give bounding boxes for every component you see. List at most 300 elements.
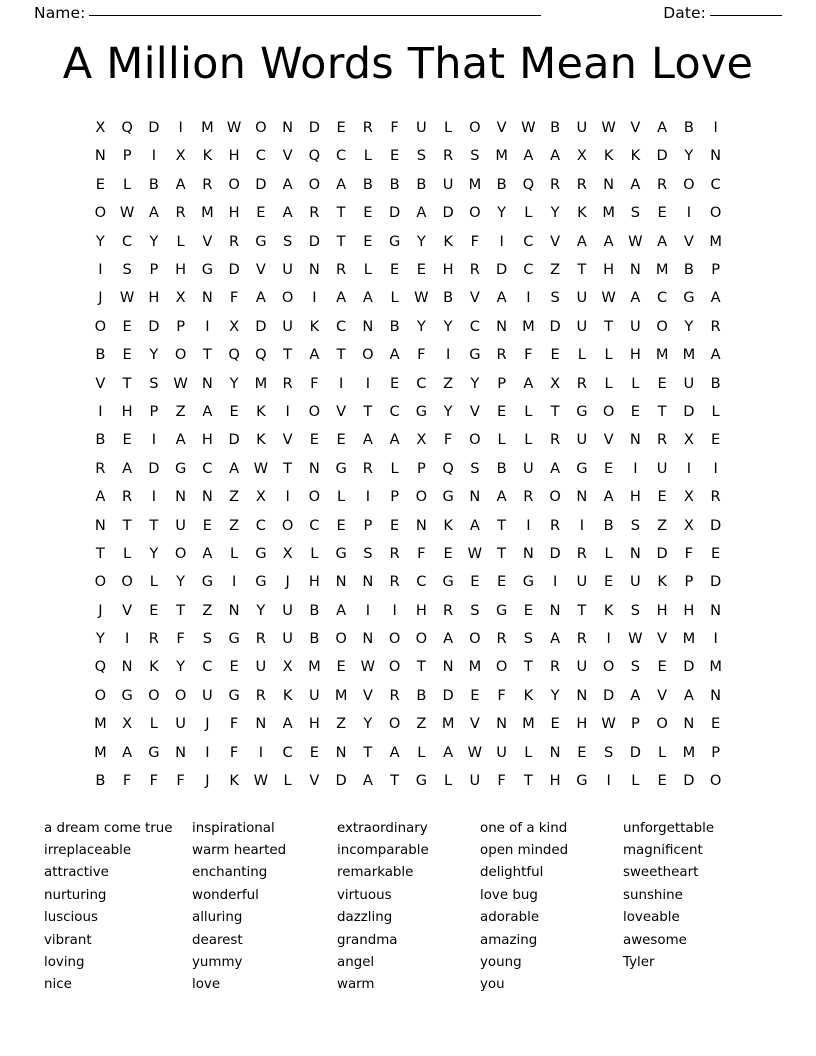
grid-cell[interactable]: P	[363, 516, 373, 534]
grid-cell[interactable]: I	[526, 516, 531, 534]
grid-cell[interactable]: F	[684, 544, 694, 562]
grid-cell[interactable]: D	[549, 544, 561, 562]
grid-cell[interactable]: R	[496, 630, 507, 648]
grid-cell[interactable]: S	[630, 658, 640, 676]
grid-cell[interactable]: T	[497, 516, 507, 534]
grid-cell[interactable]: F	[524, 346, 533, 364]
word-list-item[interactable]: luscious	[44, 910, 98, 926]
grid-cell[interactable]: B	[148, 175, 159, 193]
grid-cell[interactable]: H	[442, 261, 454, 278]
grid-cell[interactable]: E	[470, 686, 480, 704]
grid-cell[interactable]: N	[94, 516, 106, 534]
grid-cell[interactable]: A	[282, 175, 293, 193]
grid-cell[interactable]: Y	[149, 232, 159, 250]
grid-cell[interactable]: R	[576, 630, 587, 648]
grid-cell[interactable]: Z	[416, 715, 427, 733]
grid-cell[interactable]: C	[469, 317, 480, 335]
grid-cell[interactable]: N	[362, 630, 374, 648]
grid-cell[interactable]: X	[229, 317, 240, 335]
grid-cell[interactable]: E	[497, 573, 507, 591]
word-list-item[interactable]: love bug	[480, 887, 538, 903]
grid-cell[interactable]: M	[94, 715, 107, 733]
grid-cell[interactable]: V	[630, 119, 641, 137]
grid-cell[interactable]: T	[523, 658, 533, 676]
grid-cell[interactable]: L	[631, 772, 640, 790]
grid-cell[interactable]: R	[389, 686, 400, 704]
grid-cell[interactable]: S	[630, 601, 640, 619]
grid-cell[interactable]: L	[631, 374, 640, 392]
grid-cell[interactable]: F	[443, 431, 453, 449]
grid-cell[interactable]: A	[710, 289, 721, 307]
grid-cell[interactable]: A	[336, 175, 347, 193]
word-list-item[interactable]: loveable	[623, 910, 680, 926]
grid-cell[interactable]: C	[416, 374, 427, 392]
word-list-item[interactable]: wonderful	[192, 887, 259, 903]
grid-cell[interactable]: T	[363, 743, 373, 761]
grid-cell[interactable]: S	[470, 147, 480, 165]
grid-cell[interactable]: M	[522, 317, 535, 335]
grid-cell[interactable]: A	[175, 431, 186, 449]
grid-cell[interactable]: R	[443, 601, 454, 619]
grid-cell[interactable]: I	[312, 289, 317, 307]
grid-cell[interactable]: O	[174, 544, 187, 562]
grid-cell[interactable]: R	[255, 686, 266, 704]
grid-cell[interactable]: A	[202, 402, 213, 420]
grid-cell[interactable]: I	[445, 346, 451, 364]
grid-cell[interactable]: X	[175, 289, 186, 307]
grid-cell[interactable]: H	[629, 346, 641, 364]
grid-cell[interactable]: O	[415, 488, 428, 506]
grid-cell[interactable]: K	[603, 147, 614, 165]
grid-cell[interactable]: W	[360, 658, 376, 676]
grid-cell[interactable]: I	[205, 743, 210, 761]
grid-cell[interactable]: E	[416, 261, 426, 278]
grid-cell[interactable]: G	[388, 232, 401, 250]
grid-cell[interactable]: O	[281, 289, 294, 307]
grid-cell[interactable]: U	[416, 119, 427, 137]
grid-cell[interactable]: E	[604, 459, 614, 477]
grid-cell[interactable]: E	[497, 402, 507, 420]
grid-cell[interactable]: D	[335, 772, 347, 790]
grid-cell[interactable]: K	[443, 232, 453, 250]
grid-cell[interactable]: I	[151, 488, 157, 506]
grid-cell[interactable]: N	[415, 516, 427, 534]
grid-cell[interactable]: E	[122, 317, 132, 335]
grid-cell[interactable]: L	[363, 261, 372, 278]
grid-cell[interactable]: N	[362, 573, 374, 591]
grid-cell[interactable]: B	[95, 431, 106, 449]
grid-cell[interactable]: A	[523, 147, 534, 165]
grid-cell[interactable]: Z	[657, 516, 668, 534]
word-list-item[interactable]: incomparable	[337, 842, 429, 858]
grid-cell[interactable]: L	[658, 743, 667, 761]
grid-cell[interactable]: J	[98, 601, 103, 619]
grid-cell[interactable]: G	[228, 630, 240, 648]
grid-cell[interactable]: R	[576, 374, 587, 392]
grid-cell[interactable]: X	[576, 147, 587, 165]
grid-cell[interactable]: G	[121, 686, 133, 704]
grid-cell[interactable]: U	[282, 601, 293, 619]
grid-cell[interactable]: P	[149, 402, 159, 420]
grid-cell[interactable]: W	[226, 119, 242, 137]
grid-cell[interactable]: R	[148, 630, 159, 648]
grid-cell[interactable]: C	[255, 516, 266, 534]
grid-cell[interactable]: G	[228, 686, 240, 704]
grid-cell[interactable]: V	[282, 147, 293, 165]
grid-cell[interactable]: W	[521, 119, 536, 137]
grid-cell[interactable]: A	[630, 686, 641, 704]
grid-cell[interactable]: E	[256, 204, 266, 222]
grid-cell[interactable]: B	[309, 630, 320, 648]
grid-cell[interactable]: E	[149, 601, 159, 619]
grid-cell[interactable]: C	[282, 743, 293, 761]
grid-cell[interactable]: G	[576, 772, 588, 790]
grid-cell[interactable]: P	[630, 715, 640, 733]
grid-cell[interactable]: E	[390, 147, 400, 165]
grid-cell[interactable]: B	[95, 346, 106, 364]
grid-cell[interactable]: A	[657, 119, 668, 137]
grid-cell[interactable]: P	[176, 317, 186, 335]
grid-cell[interactable]: L	[123, 544, 132, 562]
grid-cell[interactable]: D	[442, 204, 454, 222]
word-list-item[interactable]: nice	[44, 977, 72, 993]
grid-cell[interactable]: A	[603, 488, 614, 506]
word-list-item[interactable]: vibrant	[44, 932, 92, 948]
grid-cell[interactable]: X	[683, 488, 694, 506]
grid-cell[interactable]: U	[175, 516, 186, 534]
grid-cell[interactable]: N	[629, 544, 641, 562]
grid-cell[interactable]: H	[201, 431, 213, 449]
grid-cell[interactable]: C	[416, 573, 427, 591]
grid-cell[interactable]: Z	[336, 715, 347, 733]
grid-cell[interactable]: I	[713, 119, 718, 137]
grid-cell[interactable]: M	[308, 658, 321, 676]
grid-cell[interactable]: A	[603, 232, 614, 250]
grid-cell[interactable]: K	[309, 317, 320, 335]
grid-cell[interactable]: E	[336, 658, 346, 676]
grid-cell[interactable]: R	[175, 204, 186, 222]
grid-cell[interactable]: L	[604, 374, 613, 392]
grid-cell[interactable]: E	[604, 573, 614, 591]
grid-cell[interactable]: E	[229, 402, 239, 420]
grid-cell[interactable]: I	[365, 601, 371, 619]
grid-cell[interactable]: U	[576, 317, 588, 335]
grid-cell[interactable]: P	[711, 743, 721, 761]
grid-cell[interactable]: N	[710, 147, 722, 165]
grid-cell[interactable]: Y	[416, 232, 426, 250]
grid-cell[interactable]: L	[577, 346, 586, 364]
grid-cell[interactable]: L	[149, 715, 158, 733]
grid-cell[interactable]: R	[523, 488, 534, 506]
grid-cell[interactable]: R	[550, 431, 561, 449]
grid-cell[interactable]: K	[282, 686, 293, 704]
grid-cell[interactable]: O	[469, 119, 481, 137]
word-list-item[interactable]: Tyler	[623, 954, 655, 970]
grid-cell[interactable]: A	[443, 630, 454, 648]
grid-cell[interactable]: K	[630, 147, 641, 165]
grid-cell[interactable]: A	[630, 289, 641, 307]
grid-cell[interactable]: T	[390, 772, 400, 790]
grid-cell[interactable]: L	[711, 402, 720, 420]
grid-cell[interactable]: E	[711, 544, 721, 562]
grid-cell[interactable]: C	[336, 147, 347, 165]
grid-cell[interactable]: P	[390, 488, 400, 506]
grid-cell[interactable]: F	[229, 715, 239, 733]
grid-cell[interactable]: A	[282, 204, 293, 222]
word-list-item[interactable]: adorable	[480, 910, 540, 926]
grid-cell[interactable]: B	[550, 119, 561, 137]
grid-cell[interactable]: O	[228, 175, 240, 193]
grid-cell[interactable]: V	[469, 715, 480, 733]
grid-cell[interactable]: O	[683, 175, 695, 193]
grid-cell[interactable]: I	[526, 289, 531, 307]
grid-cell[interactable]: L	[123, 175, 132, 193]
grid-cell[interactable]: W	[119, 204, 135, 222]
grid-cell[interactable]: H	[228, 147, 240, 165]
grid-cell[interactable]: O	[148, 686, 160, 704]
grid-cell[interactable]: E	[336, 516, 346, 534]
grid-cell[interactable]: K	[256, 431, 266, 449]
grid-cell[interactable]: E	[309, 743, 319, 761]
grid-cell[interactable]: P	[497, 374, 507, 392]
grid-cell[interactable]: A	[550, 459, 561, 477]
grid-cell[interactable]: M	[522, 715, 535, 733]
grid-cell[interactable]: W	[414, 289, 429, 307]
grid-cell[interactable]: N	[683, 715, 695, 733]
grid-cell[interactable]: Y	[95, 630, 105, 648]
grid-cell[interactable]: Y	[684, 147, 694, 165]
grid-cell[interactable]: M	[602, 204, 615, 222]
grid-cell[interactable]: C	[710, 175, 721, 193]
grid-cell[interactable]: Z	[229, 488, 240, 506]
grid-cell[interactable]: U	[576, 658, 588, 676]
grid-cell[interactable]: V	[95, 374, 106, 392]
grid-cell[interactable]: I	[231, 573, 237, 591]
grid-cell[interactable]: O	[656, 317, 668, 335]
grid-cell[interactable]: A	[229, 459, 240, 477]
grid-cell[interactable]: E	[550, 715, 560, 733]
grid-cell[interactable]: O	[121, 573, 133, 591]
grid-cell[interactable]: N	[175, 488, 187, 506]
grid-cell[interactable]: K	[256, 402, 266, 420]
grid-cell[interactable]: V	[336, 402, 347, 420]
grid-cell[interactable]: D	[656, 147, 668, 165]
grid-cell[interactable]: I	[285, 402, 290, 420]
grid-cell[interactable]: D	[148, 459, 160, 477]
grid-cell[interactable]: O	[362, 346, 374, 364]
grid-cell[interactable]: V	[202, 232, 213, 250]
grid-cell[interactable]: D	[549, 317, 561, 335]
grid-cell[interactable]: E	[363, 204, 373, 222]
grid-cell[interactable]: O	[388, 630, 401, 648]
grid-cell[interactable]: N	[629, 431, 641, 449]
grid-cell[interactable]: K	[577, 204, 587, 222]
grid-cell[interactable]: F	[176, 772, 185, 790]
grid-cell[interactable]: I	[606, 772, 611, 790]
grid-cell[interactable]: W	[628, 232, 643, 250]
word-list-item[interactable]: irreplaceable	[44, 842, 132, 858]
grid-cell[interactable]: Z	[202, 601, 213, 619]
grid-cell[interactable]: A	[255, 289, 266, 307]
grid-cell[interactable]: I	[606, 630, 611, 648]
grid-cell[interactable]: D	[308, 232, 320, 250]
grid-cell[interactable]: A	[389, 431, 400, 449]
grid-cell[interactable]: L	[604, 346, 613, 364]
grid-cell[interactable]: D	[255, 175, 267, 193]
grid-cell[interactable]: B	[389, 317, 400, 335]
grid-cell[interactable]: T	[122, 374, 132, 392]
grid-cell[interactable]: D	[389, 204, 401, 222]
grid-cell[interactable]: G	[415, 402, 428, 420]
grid-cell[interactable]: A	[309, 346, 320, 364]
grid-cell[interactable]: M	[655, 261, 669, 278]
grid-cell[interactable]: Y	[416, 317, 426, 335]
grid-cell[interactable]: B	[416, 686, 427, 704]
grid-cell[interactable]: U	[523, 459, 534, 477]
grid-cell[interactable]: M	[495, 147, 508, 165]
grid-cell[interactable]: F	[497, 772, 506, 790]
grid-cell[interactable]: A	[630, 175, 641, 193]
grid-cell[interactable]: L	[604, 544, 613, 562]
grid-cell[interactable]: Y	[443, 317, 453, 335]
grid-cell[interactable]: O	[495, 658, 508, 676]
grid-cell[interactable]: M	[201, 119, 214, 137]
grid-cell[interactable]: G	[683, 289, 695, 307]
grid-cell[interactable]: Y	[497, 204, 507, 222]
grid-cell[interactable]: I	[713, 459, 718, 477]
grid-cell[interactable]: A	[175, 175, 186, 193]
grid-cell[interactable]: I	[151, 147, 157, 165]
grid-cell[interactable]: R	[469, 261, 480, 278]
grid-cell[interactable]: T	[604, 317, 614, 335]
grid-cell[interactable]: Y	[95, 232, 105, 250]
grid-cell[interactable]: S	[523, 630, 533, 648]
grid-cell[interactable]: U	[576, 119, 588, 137]
grid-cell[interactable]: G	[201, 573, 214, 591]
name-write-in-line[interactable]	[89, 15, 541, 16]
grid-cell[interactable]: C	[255, 147, 266, 165]
grid-cell[interactable]: F	[229, 289, 239, 307]
grid-cell[interactable]: A	[336, 289, 347, 307]
word-list-item[interactable]: angel	[337, 954, 375, 970]
grid-cell[interactable]: S	[122, 261, 132, 278]
word-list-item[interactable]: grandma	[337, 932, 398, 948]
grid-cell[interactable]: D	[683, 402, 695, 420]
grid-cell[interactable]: P	[122, 147, 132, 165]
grid-cell[interactable]: D	[148, 317, 160, 335]
word-list-item[interactable]: warm hearted	[192, 842, 287, 858]
grid-cell[interactable]: T	[577, 261, 587, 278]
grid-cell[interactable]: D	[683, 658, 695, 676]
grid-cell[interactable]: X	[550, 374, 561, 392]
grid-cell[interactable]: A	[443, 743, 454, 761]
grid-cell[interactable]: U	[202, 686, 213, 704]
grid-cell[interactable]: R	[550, 658, 561, 676]
grid-cell[interactable]: N	[335, 573, 347, 591]
word-list-item[interactable]: alluring	[192, 910, 243, 926]
grid-cell[interactable]: R	[95, 459, 106, 477]
grid-cell[interactable]: U	[576, 289, 588, 307]
grid-cell[interactable]: J	[98, 289, 103, 307]
grid-cell[interactable]: A	[657, 232, 668, 250]
grid-cell[interactable]: M	[468, 658, 482, 676]
grid-cell[interactable]: U	[683, 374, 695, 392]
grid-cell[interactable]: U	[576, 573, 588, 591]
word-search-grid[interactable]	[87, 114, 729, 795]
grid-cell[interactable]: I	[285, 488, 290, 506]
grid-cell[interactable]: N	[175, 743, 187, 761]
grid-cell[interactable]: I	[713, 630, 718, 648]
grid-cell[interactable]: V	[496, 119, 507, 137]
grid-cell[interactable]: N	[576, 686, 588, 704]
grid-cell[interactable]: I	[365, 374, 371, 392]
grid-cell[interactable]: I	[98, 261, 103, 278]
grid-cell[interactable]: G	[576, 459, 588, 477]
grid-cell[interactable]: I	[552, 573, 558, 591]
grid-cell[interactable]: N	[496, 715, 508, 733]
grid-cell[interactable]: C	[309, 516, 320, 534]
grid-cell[interactable]: M	[709, 232, 722, 250]
grid-cell[interactable]: R	[576, 544, 587, 562]
word-list-item[interactable]: loving	[44, 954, 85, 970]
grid-cell[interactable]: E	[443, 544, 453, 562]
grid-cell[interactable]: E	[657, 204, 667, 222]
grid-cell[interactable]: O	[415, 630, 428, 648]
grid-cell[interactable]: R	[389, 544, 400, 562]
grid-cell[interactable]: U	[630, 317, 641, 335]
word-list-item[interactable]: nurturing	[44, 887, 107, 903]
grid-cell[interactable]: G	[255, 232, 267, 250]
grid-cell[interactable]: D	[656, 544, 668, 562]
grid-cell[interactable]: E	[390, 261, 400, 278]
grid-cell[interactable]: R	[657, 175, 668, 193]
grid-cell[interactable]: D	[710, 573, 722, 591]
grid-cell[interactable]: B	[443, 289, 454, 307]
grid-cell[interactable]: E	[309, 431, 319, 449]
grid-cell[interactable]: Y	[363, 715, 373, 733]
grid-cell[interactable]: I	[178, 119, 183, 137]
grid-cell[interactable]: R	[389, 573, 400, 591]
grid-cell[interactable]: D	[255, 317, 267, 335]
grid-cell[interactable]: E	[95, 175, 105, 193]
grid-cell[interactable]: U	[282, 261, 293, 278]
grid-cell[interactable]: T	[283, 459, 293, 477]
grid-cell[interactable]: N	[121, 658, 133, 676]
grid-cell[interactable]: Y	[176, 658, 186, 676]
grid-cell[interactable]: O	[255, 119, 267, 137]
grid-cell[interactable]: Q	[94, 658, 107, 676]
grid-cell[interactable]: H	[148, 289, 160, 307]
grid-cell[interactable]: V	[657, 630, 668, 648]
grid-cell[interactable]: H	[603, 261, 615, 278]
grid-cell[interactable]: O	[388, 658, 401, 676]
grid-cell[interactable]: H	[629, 488, 641, 506]
grid-cell[interactable]: H	[308, 715, 320, 733]
grid-cell[interactable]: T	[577, 601, 587, 619]
grid-cell[interactable]: V	[550, 232, 561, 250]
grid-cell[interactable]: Y	[229, 374, 239, 392]
grid-cell[interactable]: X	[175, 147, 186, 165]
grid-cell[interactable]: R	[362, 459, 373, 477]
grid-cell[interactable]: A	[496, 488, 507, 506]
grid-cell[interactable]: K	[229, 772, 239, 790]
grid-cell[interactable]: F	[417, 544, 426, 562]
grid-cell[interactable]: K	[657, 573, 667, 591]
grid-cell[interactable]: E	[577, 743, 587, 761]
grid-cell[interactable]: E	[336, 119, 346, 137]
grid-cell[interactable]: N	[549, 743, 561, 761]
grid-cell[interactable]: M	[655, 346, 669, 364]
